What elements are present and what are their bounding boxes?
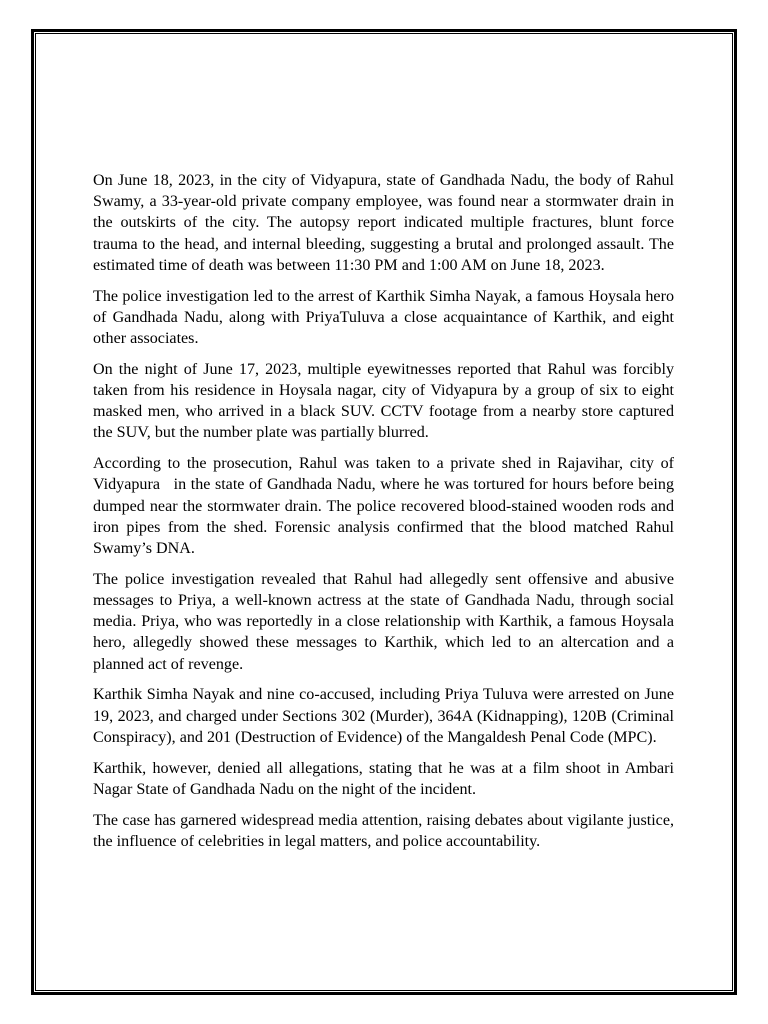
paragraph-6: Karthik Simha Nayak and nine co-accused, including Priya Tuluva were arrested on June 19, 2023, and charged under Sections 302 (Murder), 364A (Kidnapping), 120B (Criminal Conspiracy), and 201 (Destruction of Evidence) of the Mangaldesh Penal Code (MPC).	[93, 686, 674, 746]
paragraph-4: According to the prosecution, Rahul was taken to a private shed in Rajavihar, city of Vidyapura in the state of Gandhada Nadu, where he was tortured for hours before being dumped near the stormwater drain. The police recovered blood-stained wooden rods and iron pipes from the shed. Forensic analysis confirmed that the blood matched Rahul Swamy’s DNA.	[93, 455, 679, 558]
paragraph-3: On the night of June 17, 2023, multiple eyewitnesses reported that Rahul was forcibly taken from his residence in Hoysala nagar, city of Vidyapura by a group of six to eight masked men, who arrived in a black SUV. CCTV footage from a nearby store captured the SUV, but the number plate was partially blurred.	[93, 360, 674, 442]
paragraph-1: On June 18, 2023, in the city of Vidyapura, state of Gandhada Nadu, the body of Rahul Swamy, a 33-year-old private company employee, was found near a stormwater drain in the outskirts of the city. The autopsy report indicated multiple fractures, blunt force trauma to the head, and internal bleeding, suggesting a brutal and prolonged assault. The estimated time of death was between 11:30 PM and 1:00 AM on June 18, 2023.	[93, 172, 674, 274]
paragraph-8: The case has garnered widespread media attention, raising debates about vigilante justice, the influence of celebrities in legal matters, and police accountability.	[93, 811, 674, 850]
paragraph-5: The police investigation revealed that Rahul had allegedly sent offensive and abusive messages to Priya, a well-known actress at the state of Gandhada Nadu, through social media. Priya, who was reportedly in a close relationship with Karthik, a famous Hoysala hero, allegedly showed these messages to Karthik, which led to an altercation and a planned act of revenge.	[93, 570, 674, 673]
paragraph-2: The police investigation led to the arrest of Karthik Simha Nayak, a famous Hoysala hero of Gandhada Nadu, along with PriyaTuluva a close acquaintance of Karthik, and eight other associates.	[93, 287, 674, 348]
paragraph-7: Karthik, however, denied all allegations, stating that he was at a film shoot in Ambari Nagar State of Gandhada Nadu on the night of the incident.	[93, 759, 674, 798]
document-body	[93, 170, 679, 862]
